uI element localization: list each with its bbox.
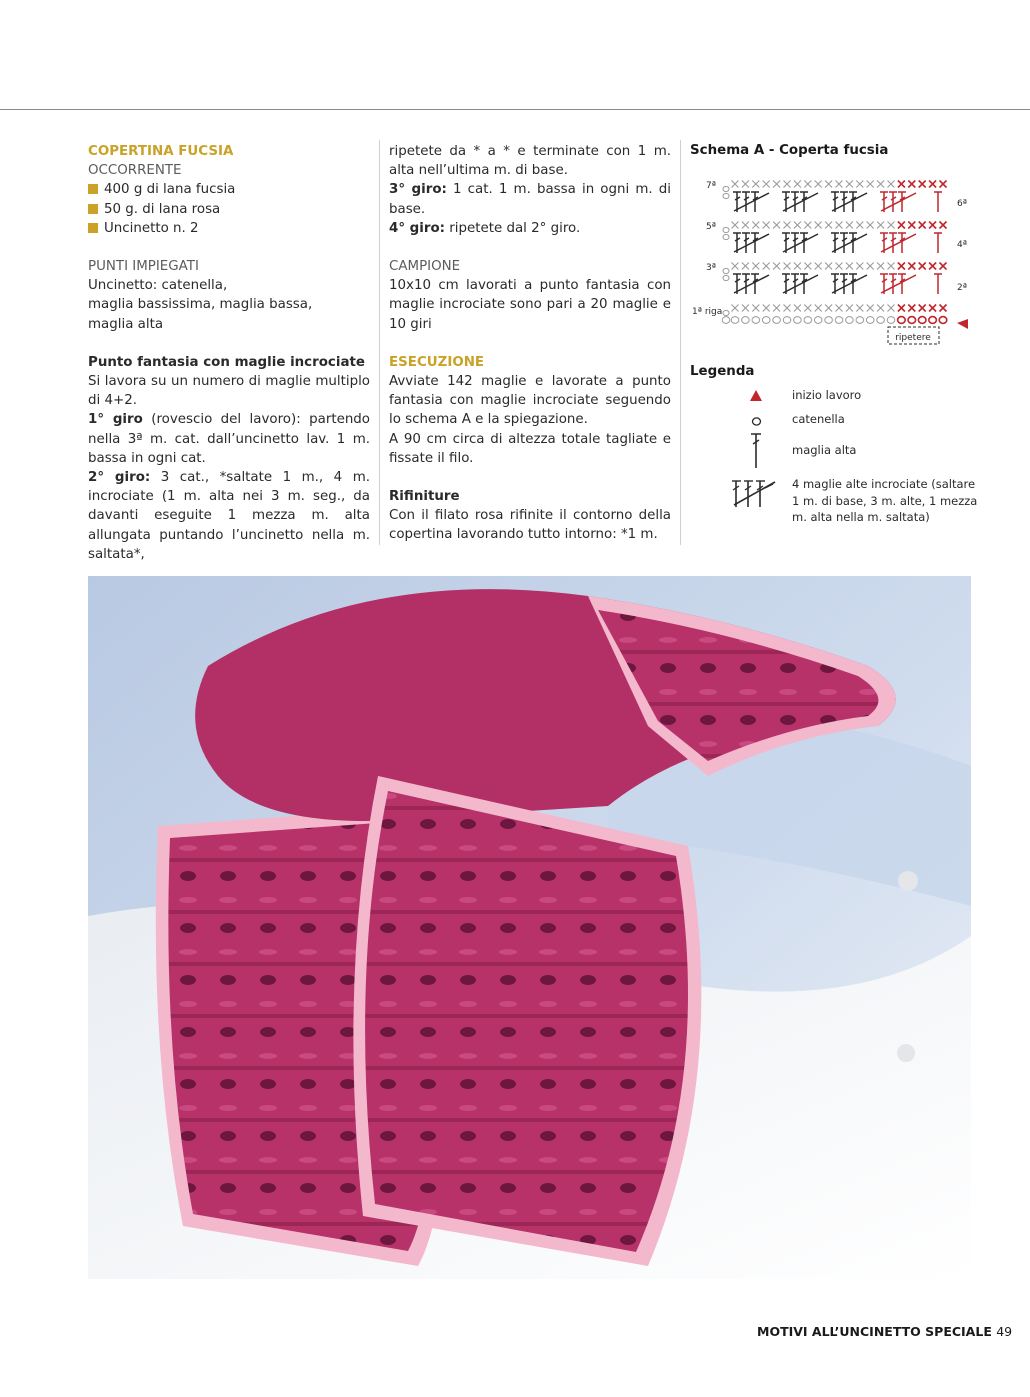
single-crochet-mark xyxy=(908,263,915,270)
single-crochet-mark xyxy=(940,263,947,270)
chain-mark xyxy=(752,317,760,324)
turning-chain-mark xyxy=(723,193,729,198)
column-divider xyxy=(680,140,681,545)
single-crochet-mark xyxy=(877,222,884,229)
single-crochet-mark xyxy=(898,222,905,229)
crossed-stitch-mark xyxy=(734,234,769,252)
single-crochet-mark xyxy=(825,222,832,229)
single-crochet-mark xyxy=(919,263,926,270)
single-crochet-mark xyxy=(763,181,770,188)
single-crochet-mark xyxy=(804,222,811,229)
rifiniture-text: Con il filato rosa rifinite il contorno della copertina lavorando tutto intorno: *1 m. xyxy=(389,508,671,543)
single-crochet-mark xyxy=(815,222,822,229)
chain-mark xyxy=(731,317,739,324)
double-crochet-mark xyxy=(742,274,750,294)
material-item: 400 g di lana fucsia xyxy=(88,180,370,199)
continued-text: ripetete da * a * e terminate con 1 m. alta nell’ultima m. di base. xyxy=(389,144,671,179)
single-crochet-mark xyxy=(825,305,832,312)
single-crochet-mark xyxy=(940,222,947,229)
double-crochet-icon xyxy=(750,432,762,470)
crossed-stitch-mark xyxy=(881,275,916,293)
double-crochet-mark xyxy=(742,192,750,212)
turning-chain-mark xyxy=(723,186,729,191)
single-crochet-mark xyxy=(898,181,905,188)
row-label-1: 1ª riga xyxy=(692,307,723,317)
giro1-paragraph: 1° giro (rovescio del lavoro): partendo nella 3ª m. cat. dall’uncinetto lav. 1 m. bassa in ogni cat. xyxy=(88,412,371,466)
single-crochet-mark xyxy=(742,181,749,188)
column-middle xyxy=(389,142,671,545)
chain-mark xyxy=(856,317,864,324)
double-crochet-mark xyxy=(934,233,942,253)
single-crochet-mark xyxy=(919,305,926,312)
bullet-square-icon xyxy=(88,184,98,194)
single-crochet-mark xyxy=(752,222,759,229)
single-crochet-mark xyxy=(919,181,926,188)
double-crochet-mark xyxy=(742,233,750,253)
crossed-stitch-mark xyxy=(881,193,916,211)
single-crochet-mark xyxy=(919,222,926,229)
single-crochet-mark xyxy=(867,181,874,188)
crossed-stitch-mark xyxy=(832,234,867,252)
material-item: Uncinetto n. 2 xyxy=(88,219,370,238)
double-crochet-mark xyxy=(840,192,848,212)
single-crochet-mark xyxy=(856,263,863,270)
crossed-stitches-icon xyxy=(731,478,779,508)
legend-title: Legenda xyxy=(690,364,755,379)
footer-label: MOTIVI ALL’UNCINETTO SPECIALE xyxy=(757,1324,992,1339)
single-crochet-mark xyxy=(898,305,905,312)
chain-mark xyxy=(804,317,812,324)
single-crochet-mark xyxy=(752,305,759,312)
repeat-label: ripetere xyxy=(895,333,931,343)
single-crochet-mark xyxy=(877,181,884,188)
chain-mark xyxy=(908,317,916,324)
material-item: 50 g. di lana rosa xyxy=(88,200,370,219)
row-label-7: 7ª xyxy=(706,181,716,191)
crossed-stitch-mark xyxy=(832,275,867,293)
single-crochet-mark xyxy=(836,263,843,270)
triangle-icon xyxy=(750,390,762,401)
single-crochet-mark xyxy=(794,263,801,270)
single-crochet-mark xyxy=(773,222,780,229)
single-crochet-mark xyxy=(804,181,811,188)
single-crochet-mark xyxy=(784,181,791,188)
single-crochet-mark xyxy=(898,263,905,270)
crossed-stitch-mark xyxy=(783,275,818,293)
esecuzione-text: Avviate 142 maglie e lavorate a punto fantasia con maglie incrociate seguendo lo schema A e la spiegazione. xyxy=(389,374,671,428)
single-crochet-mark xyxy=(815,305,822,312)
chain-mark xyxy=(794,317,802,324)
single-crochet-mark xyxy=(908,181,915,188)
single-crochet-mark xyxy=(742,222,749,229)
crossed-stitch-mark xyxy=(783,193,818,211)
double-crochet-mark xyxy=(889,233,897,253)
single-crochet-mark xyxy=(867,263,874,270)
single-crochet-mark xyxy=(742,263,749,270)
single-crochet-mark xyxy=(784,222,791,229)
single-crochet-mark xyxy=(763,305,770,312)
single-crochet-mark xyxy=(867,222,874,229)
column-left xyxy=(88,142,370,564)
single-crochet-mark xyxy=(836,305,843,312)
turning-chain-mark xyxy=(723,310,729,315)
chain-mark xyxy=(783,317,791,324)
turning-chain-mark xyxy=(723,275,729,280)
chain-mark xyxy=(929,317,937,324)
giro2-paragraph: 2° giro: 3 cat., *saltate 1 m., 4 m. incrociate (1 m. alta nei 3 m. seg., da davanti eseguite 1 mezza m. alta allungata puntando l’uncinetto nella m. saltata*, xyxy=(88,470,370,562)
schema-rows xyxy=(722,181,947,324)
chain-mark xyxy=(846,317,854,324)
single-crochet-mark xyxy=(763,222,770,229)
turning-chain-mark xyxy=(723,227,729,232)
single-crochet-mark xyxy=(773,181,780,188)
chain-mark xyxy=(762,317,770,324)
double-crochet-mark xyxy=(840,233,848,253)
single-crochet-mark xyxy=(908,222,915,229)
single-crochet-mark xyxy=(773,305,780,312)
single-crochet-mark xyxy=(929,263,936,270)
page-footer xyxy=(757,1324,1012,1339)
single-crochet-mark xyxy=(804,263,811,270)
chain-mark xyxy=(722,317,730,324)
double-crochet-mark xyxy=(889,274,897,294)
giro3-paragraph: 3° giro: 1 cat. 1 m. bassa in ogni m. di base. xyxy=(389,182,671,217)
single-crochet-mark xyxy=(732,222,739,229)
chain-mark xyxy=(939,317,947,324)
chain-mark xyxy=(887,317,895,324)
punti-line: Uncinetto: catenella, xyxy=(88,278,228,294)
chain-mark xyxy=(814,317,822,324)
chain-stitch-icon xyxy=(751,416,762,427)
crossed-stitch-mark xyxy=(734,193,769,211)
single-crochet-mark xyxy=(742,305,749,312)
single-crochet-mark xyxy=(940,181,947,188)
single-crochet-mark xyxy=(929,222,936,229)
single-crochet-mark xyxy=(815,181,822,188)
single-crochet-mark xyxy=(940,305,947,312)
blanket-photo xyxy=(88,576,971,1279)
double-crochet-mark xyxy=(934,274,942,294)
chain-mark xyxy=(898,317,906,324)
crochet-schema-chart xyxy=(688,168,980,350)
punti-heading: PUNTI IMPIEGATI xyxy=(88,259,199,275)
single-crochet-mark xyxy=(929,181,936,188)
turning-chain-mark xyxy=(723,268,729,273)
single-crochet-mark xyxy=(888,222,895,229)
chain-mark xyxy=(825,317,833,324)
single-crochet-mark xyxy=(732,305,739,312)
bullet-square-icon xyxy=(88,204,98,214)
single-crochet-mark xyxy=(929,305,936,312)
single-crochet-mark xyxy=(846,305,853,312)
row-label-3: 3ª xyxy=(706,263,716,273)
single-crochet-mark xyxy=(877,263,884,270)
double-crochet-mark xyxy=(791,274,799,294)
fantasia-intro: Si lavora su un numero di maglie multiplo di 4+2. xyxy=(88,374,370,409)
row-label-5: 5ª xyxy=(706,222,716,232)
single-crochet-mark xyxy=(846,222,853,229)
single-crochet-mark xyxy=(752,181,759,188)
single-crochet-mark xyxy=(867,305,874,312)
single-crochet-mark xyxy=(763,263,770,270)
fantasia-heading: Punto fantasia con maglie incrociate xyxy=(88,354,365,370)
single-crochet-mark xyxy=(825,181,832,188)
giro4-paragraph: 4° giro: ripetete dal 2° giro. xyxy=(389,220,581,236)
double-crochet-mark xyxy=(840,274,848,294)
single-crochet-mark xyxy=(888,263,895,270)
single-crochet-mark xyxy=(784,305,791,312)
punti-line: maglia alta xyxy=(88,316,164,332)
single-crochet-mark xyxy=(888,305,895,312)
single-crochet-mark xyxy=(732,181,739,188)
single-crochet-mark xyxy=(856,222,863,229)
row-label-2: 2ª xyxy=(957,283,967,293)
single-crochet-mark xyxy=(877,305,884,312)
chain-mark xyxy=(866,317,874,324)
row-label-4: 4ª xyxy=(957,240,967,250)
single-crochet-mark xyxy=(825,263,832,270)
double-crochet-mark xyxy=(889,192,897,212)
single-crochet-mark xyxy=(908,305,915,312)
single-crochet-mark xyxy=(773,263,780,270)
single-crochet-mark xyxy=(784,263,791,270)
single-crochet-mark xyxy=(846,263,853,270)
chain-mark xyxy=(835,317,843,324)
single-crochet-mark xyxy=(836,222,843,229)
single-crochet-mark xyxy=(846,181,853,188)
occorrente-heading: OCCORRENTE xyxy=(88,163,182,179)
single-crochet-mark xyxy=(804,305,811,312)
chain-mark xyxy=(877,317,885,324)
single-crochet-mark xyxy=(794,305,801,312)
start-triangle-icon xyxy=(957,319,968,329)
esecuzione-text-2: A 90 cm circa di altezza totale tagliate e fissate il filo. xyxy=(389,431,671,466)
single-crochet-mark xyxy=(794,222,801,229)
row-label-6: 6ª xyxy=(957,199,967,209)
single-crochet-mark xyxy=(794,181,801,188)
esecuzione-heading: ESECUZIONE xyxy=(389,354,485,370)
single-crochet-mark xyxy=(732,263,739,270)
chain-mark xyxy=(773,317,781,324)
single-crochet-mark xyxy=(888,181,895,188)
double-crochet-mark xyxy=(791,192,799,212)
rifiniture-heading: Rifiniture xyxy=(389,489,460,505)
double-crochet-mark xyxy=(791,233,799,253)
campione-heading: CAMPIONE xyxy=(389,259,461,275)
column-divider xyxy=(379,140,380,545)
single-crochet-mark xyxy=(815,263,822,270)
page-number: 49 xyxy=(996,1324,1013,1339)
punti-line: maglia bassissima, maglia bassa, xyxy=(88,297,313,313)
single-crochet-mark xyxy=(752,263,759,270)
crossed-stitch-mark xyxy=(734,275,769,293)
top-rule xyxy=(0,109,1030,110)
chain-mark xyxy=(918,317,926,324)
single-crochet-mark xyxy=(856,305,863,312)
campione-text: 10x10 cm lavorati a punto fantasia con maglie incrociate sono pari a 20 maglie e 10 giri xyxy=(389,278,671,332)
schema-title: Schema A - Coperta fucsia xyxy=(690,143,889,158)
pattern-title: COPERTINA FUCSIA xyxy=(88,144,234,159)
chain-mark xyxy=(742,317,750,324)
double-crochet-mark xyxy=(934,192,942,212)
crossed-stitch-mark xyxy=(832,193,867,211)
crossed-stitch-mark xyxy=(881,234,916,252)
single-crochet-mark xyxy=(836,181,843,188)
single-crochet-mark xyxy=(856,181,863,188)
turning-chain-mark xyxy=(723,234,729,239)
bullet-square-icon xyxy=(88,223,98,233)
crossed-stitch-mark xyxy=(783,234,818,252)
